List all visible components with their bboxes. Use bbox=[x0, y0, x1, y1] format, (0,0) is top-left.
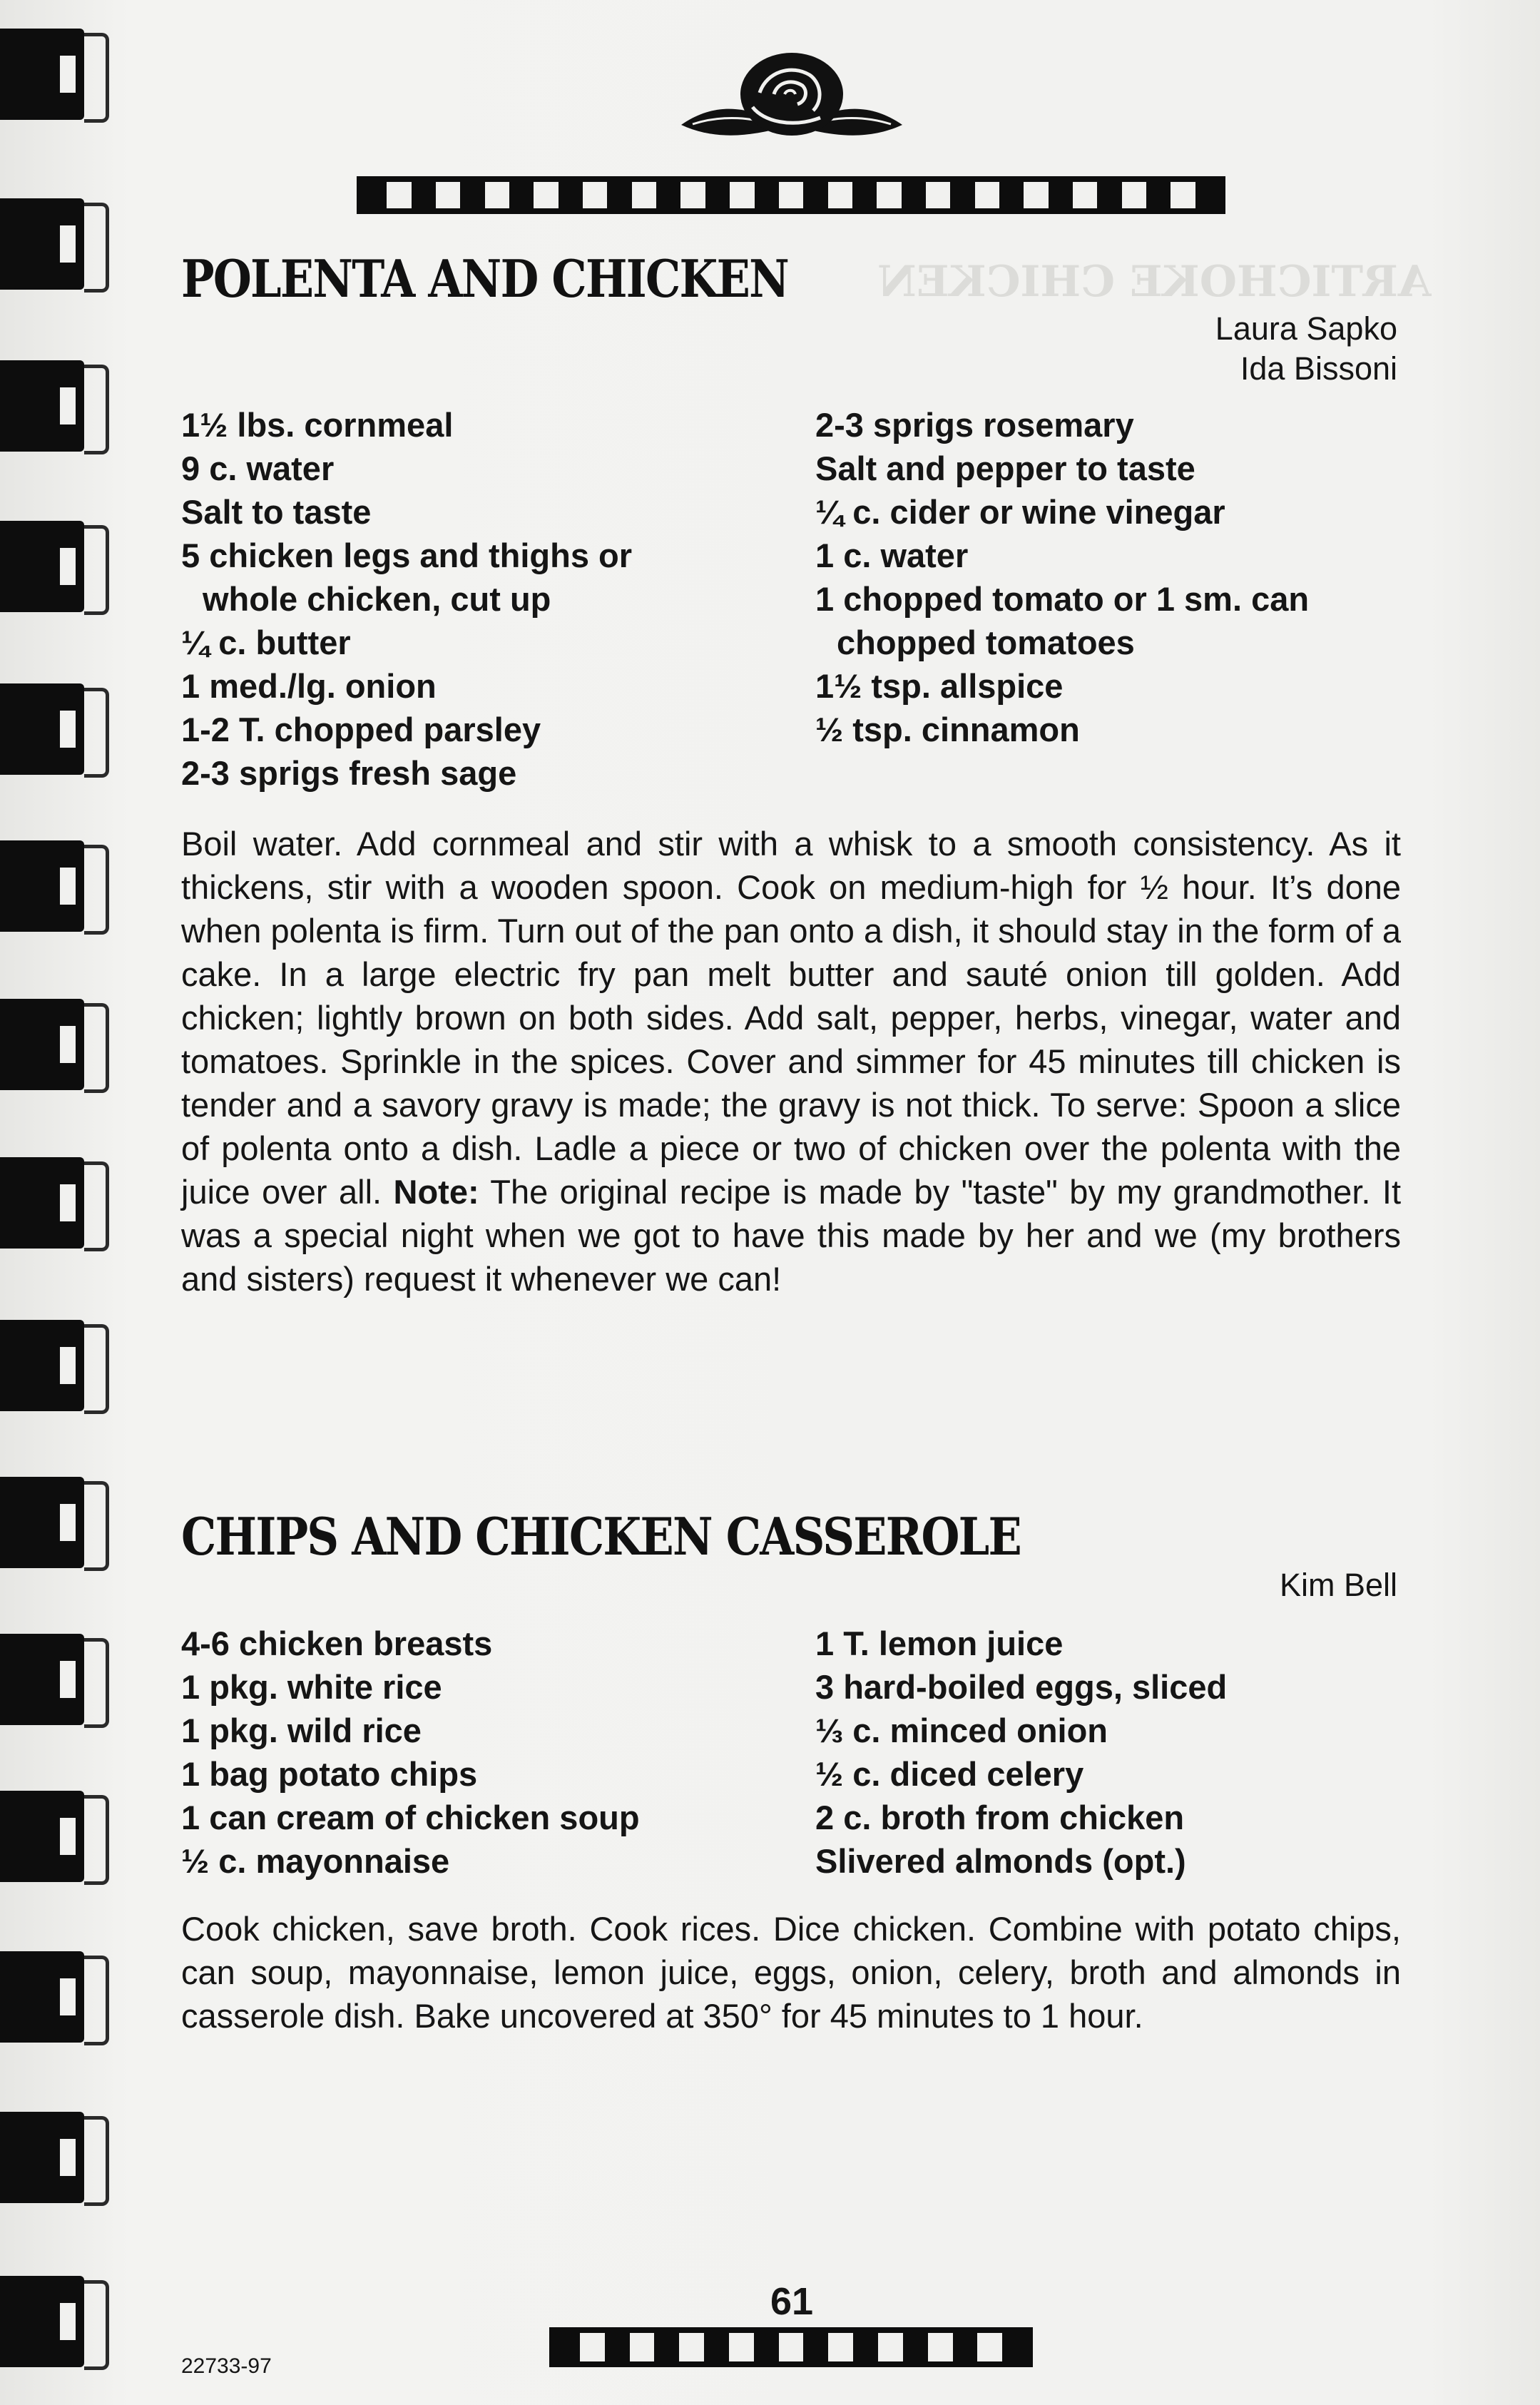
checker-square bbox=[436, 182, 460, 208]
recipe-directions: Cook chicken, save broth. Cook rices. Dice chicken. Combine with potato chips, can soup, mayonnaise, lemon juice, eggs, onion, celery, broth and almonds in casserole dish. Bake uncovered at 350° for 45 minutes to 1 hour. bbox=[181, 1910, 1401, 2035]
checker-square bbox=[580, 2333, 605, 2361]
binding-ring bbox=[0, 360, 107, 452]
checker-square bbox=[926, 182, 950, 208]
checker-square bbox=[953, 2333, 978, 2361]
binding-ring bbox=[0, 1157, 107, 1249]
checker-square bbox=[485, 182, 509, 208]
ingredient-item: 1 chopped tomato or 1 sm. can bbox=[815, 580, 1310, 618]
binding-ring bbox=[0, 999, 107, 1090]
ingredient-list-right bbox=[815, 403, 1309, 751]
checker-square bbox=[656, 182, 680, 208]
ingredient-item: 1 can cream of chicken soup bbox=[181, 1799, 640, 1836]
checker-square bbox=[583, 182, 607, 208]
checker-square bbox=[509, 182, 534, 208]
checker-square bbox=[803, 2333, 828, 2361]
checker-square bbox=[605, 2333, 630, 2361]
checker-square bbox=[828, 2333, 853, 2361]
checker-square bbox=[779, 182, 803, 208]
checker-square bbox=[928, 2333, 953, 2361]
ingredient-item: 1 pkg. white rice bbox=[181, 1668, 442, 1706]
ingredient-item: Slivered almonds (opt.) bbox=[815, 1842, 1186, 1880]
ingredient-item: chopped tomatoes bbox=[837, 624, 1135, 661]
checker-square bbox=[679, 2333, 704, 2361]
ingredient-item: 1 bag potato chips bbox=[181, 1755, 478, 1793]
ingredient-item: 1 pkg. wild rice bbox=[181, 1712, 422, 1749]
ingredient-item: 1 c. water bbox=[815, 537, 969, 574]
ingredient-item: 1 med./lg. onion bbox=[181, 667, 437, 705]
directions-text: Boil water. Add cornmeal and stir with a whisk to a smooth consistency. As it thickens, stir with a wooden spoon. Cook on medium-high for ½ hour. It’s done when polenta is firm. Turn out of the pan onto a dish, it should stay in the form of a cake. In a large electric fry pan melt butter and sauté onion till golden. Add chicken; lightly brown on both sides. Add salt, pepper, herbs, vinegar, water and tomatoes. Sprinkle in the spices. Cover and simmer for 45 minutes till chicken is tender and a savory gravy is made; the gravy is not thick. To serve: Spoon a slice of polenta onto a dish. Ladle a piece or two of chicken over the polenta with the juice over all. bbox=[181, 825, 1401, 1211]
checker-square bbox=[632, 182, 656, 208]
checker-square bbox=[680, 182, 705, 208]
ingredient-item: 2 c. broth from chicken bbox=[815, 1799, 1185, 1836]
checker-square bbox=[1097, 182, 1121, 208]
checker-square bbox=[950, 182, 974, 208]
binding-ring bbox=[0, 840, 107, 932]
checker-square bbox=[1122, 182, 1146, 208]
checker-square bbox=[999, 182, 1024, 208]
ingredient-list-left bbox=[181, 403, 632, 795]
binding-ring bbox=[0, 29, 107, 120]
checker-square bbox=[630, 2333, 655, 2361]
checker-square bbox=[412, 182, 436, 208]
ingredient-list-left bbox=[181, 1622, 640, 1883]
checker-square bbox=[730, 182, 754, 208]
checker-square bbox=[975, 182, 999, 208]
recipe-directions bbox=[181, 822, 1401, 1301]
binding-ring bbox=[0, 198, 107, 290]
ingredient-item: ½ tsp. cinnamon bbox=[815, 711, 1080, 748]
checker-square bbox=[559, 182, 583, 208]
checker-square bbox=[1024, 182, 1048, 208]
ingredient-item: Salt to taste bbox=[181, 493, 372, 531]
recipe-title: CHIPS AND CHICKEN CASSEROLE bbox=[181, 1506, 1021, 1567]
checker-square bbox=[607, 182, 631, 208]
recipe-author: Laura Sapko bbox=[1215, 310, 1397, 347]
checker-square bbox=[704, 2333, 729, 2361]
checker-square bbox=[1146, 182, 1171, 208]
binding-ring bbox=[0, 521, 107, 612]
note-text: The original recipe is made by "taste" by my grandmother. It was a special night when we got to have this made by her and we (my brothers and sisters) request it whenever we can! bbox=[181, 1173, 1402, 1298]
rose-ornament-icon bbox=[667, 50, 917, 157]
checker-square bbox=[878, 2333, 903, 2361]
ingredient-item: 2-3 sprigs fresh sage bbox=[181, 754, 517, 792]
checker-square bbox=[555, 2333, 580, 2361]
checker-square bbox=[1073, 182, 1097, 208]
recipe-title: POLENTA AND CHICKEN bbox=[181, 248, 788, 309]
ingredient-item: 1½ tsp. allspice bbox=[815, 667, 1064, 705]
checker-square bbox=[803, 182, 827, 208]
ingredient-item: ½ c. diced celery bbox=[815, 1755, 1084, 1793]
checker-square bbox=[362, 182, 387, 208]
checker-square bbox=[828, 182, 852, 208]
ingredient-item: Salt and pepper to taste bbox=[815, 449, 1195, 487]
checker-square bbox=[754, 2333, 779, 2361]
ingredient-item: ¼ c. cider or wine vinegar bbox=[815, 493, 1225, 531]
checker-square bbox=[902, 182, 926, 208]
binding-ring bbox=[0, 1951, 107, 2043]
checker-square bbox=[977, 2333, 1002, 2361]
ingredient-item: 1-2 T. chopped parsley bbox=[181, 711, 541, 748]
ingredient-item: 1½ lbs. cornmeal bbox=[181, 406, 454, 444]
ingredient-item: whole chicken, cut up bbox=[203, 580, 551, 618]
checker-square bbox=[1049, 182, 1073, 208]
ingredient-item: 5 chicken legs and thighs or bbox=[181, 537, 633, 574]
recipe-author: Ida Bissoni bbox=[1240, 350, 1397, 387]
ingredient-item: 2-3 sprigs rosemary bbox=[815, 406, 1134, 444]
checker-square bbox=[729, 2333, 754, 2361]
checker-square bbox=[779, 2333, 804, 2361]
binding-ring bbox=[0, 2276, 107, 2367]
checker-square bbox=[877, 182, 901, 208]
checker-square bbox=[1171, 182, 1195, 208]
recipe-author: Kim Bell bbox=[1279, 1567, 1397, 1603]
checker-square bbox=[1002, 2333, 1027, 2361]
ingredient-item: 4-6 chicken breasts bbox=[181, 1624, 493, 1662]
binding-ring bbox=[0, 1791, 107, 1882]
page-number: 61 bbox=[770, 2280, 814, 2323]
print-code: 22733-97 bbox=[181, 2354, 272, 2378]
binding-ring bbox=[0, 1477, 107, 1568]
ingredient-item: 3 hard-boiled eggs, sliced bbox=[815, 1668, 1228, 1706]
binding-ring bbox=[0, 1320, 107, 1411]
ingredient-item: 1 T. lemon juice bbox=[815, 1624, 1064, 1662]
ingredient-item: 9 c. water bbox=[181, 449, 335, 487]
checker-square bbox=[387, 182, 411, 208]
ingredient-item: ⅓ c. minced onion bbox=[815, 1712, 1108, 1749]
ingredient-list-right bbox=[815, 1622, 1227, 1883]
spiral-binding bbox=[0, 0, 121, 2405]
checker-square bbox=[755, 182, 779, 208]
checker-square bbox=[852, 182, 877, 208]
ingredient-item: ¼ c. butter bbox=[181, 624, 351, 661]
binding-ring bbox=[0, 683, 107, 775]
checkered-divider-icon bbox=[549, 2327, 1033, 2367]
checker-square bbox=[534, 182, 558, 208]
binding-ring bbox=[0, 2112, 107, 2203]
checker-square bbox=[654, 2333, 679, 2361]
note-label: Note: bbox=[393, 1173, 479, 1211]
checkered-divider-icon bbox=[357, 176, 1225, 214]
checker-square bbox=[705, 182, 730, 208]
checker-square bbox=[460, 182, 484, 208]
checker-square bbox=[853, 2333, 878, 2361]
binding-ring bbox=[0, 1634, 107, 1725]
checker-square bbox=[903, 2333, 928, 2361]
checker-square bbox=[1195, 182, 1220, 208]
ingredient-item: ½ c. mayonnaise bbox=[181, 1842, 450, 1880]
